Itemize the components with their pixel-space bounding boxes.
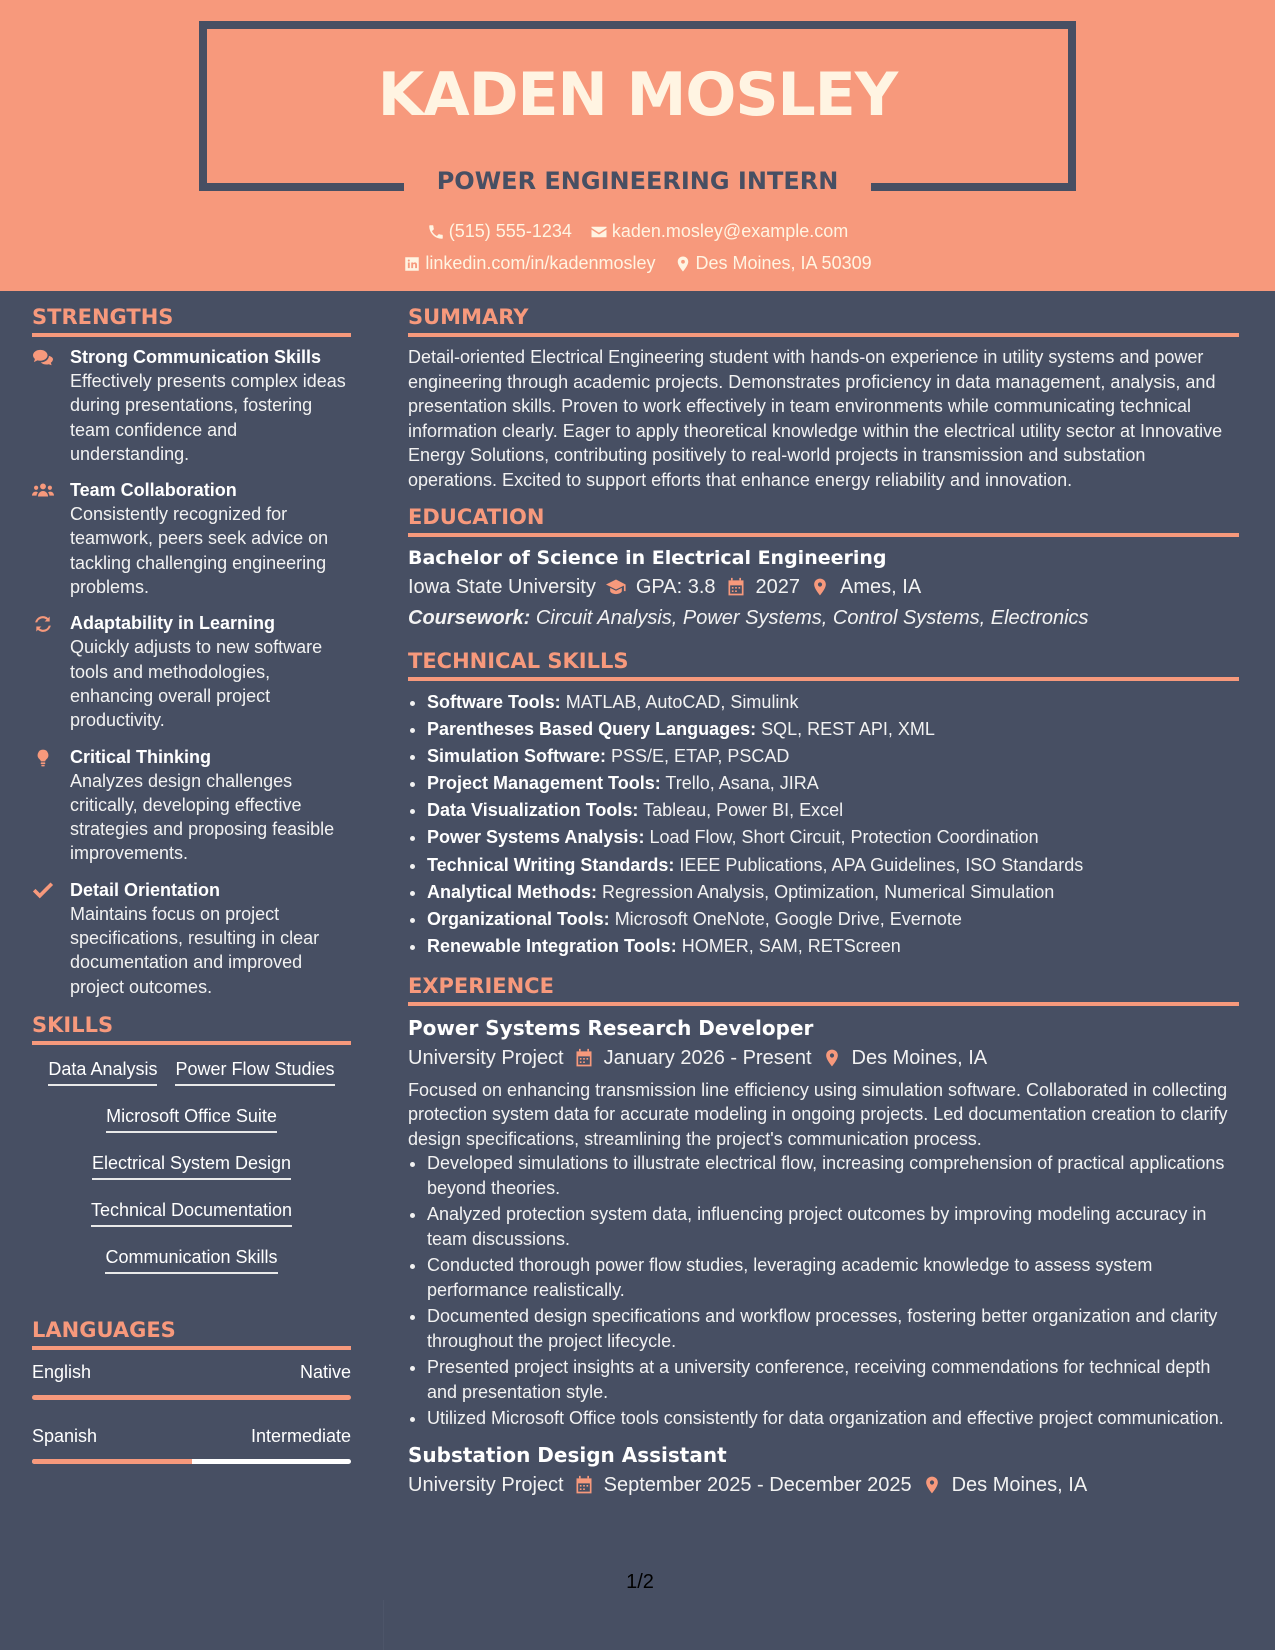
degree-title: Bachelor of Science in Electrical Engineering — [408, 547, 887, 569]
language-item — [32, 1426, 351, 1464]
strengths-heading: STRENGTHS — [32, 305, 351, 337]
left-column — [32, 305, 351, 1490]
list-item: • Data Visualization Tools: Tableau, Power BI, Excel — [427, 797, 1239, 824]
divider — [383, 1600, 384, 1650]
calendar-icon — [574, 1475, 594, 1495]
contact-email[interactable] — [590, 221, 848, 242]
phone-icon — [427, 223, 445, 241]
job-title: Power Systems Research Developer — [408, 1015, 814, 1040]
list-item: • Presented project insights at a university conference, receiving commendations for technical depth and presentation style. — [427, 1355, 1239, 1404]
strength-desc: Consistently recognized for teamwork, peers seek advice on tackling challenging engineering problems. — [70, 504, 329, 598]
job-org: University Project — [408, 1473, 564, 1496]
map-marker-icon — [922, 1475, 942, 1495]
skill-tag: Communication Skills — [105, 1247, 277, 1274]
language-name: English — [32, 1361, 92, 1382]
strength-desc: Analyzes design challenges critically, developing effective strategies and proposing feasible improvements. — [70, 770, 335, 864]
page-number: 1/2 — [626, 1571, 654, 1593]
job-meta — [408, 1042, 1239, 1074]
skill-tag: Data Analysis — [48, 1059, 157, 1086]
language-name: Spanish — [32, 1425, 98, 1446]
job-bullets — [408, 1151, 1239, 1431]
summary-heading: SUMMARY — [408, 305, 1239, 337]
job-meta — [408, 1469, 1239, 1501]
skill-tag: Electrical System Design — [92, 1153, 291, 1180]
users-icon — [32, 481, 54, 501]
strength-item — [32, 478, 351, 599]
job-location: Des Moines, IA — [951, 1473, 1088, 1496]
check-icon — [32, 881, 54, 901]
language-bar — [32, 1395, 351, 1400]
job-description: Focused on enhancing transmission line efficiency using simulation software. Collaborated in collecting protection system data for accurate modeling in ongoing projects. Led documentation creation to clarify design specifications, streamlining the project's communication process. — [408, 1079, 1228, 1149]
sync-icon — [32, 614, 54, 634]
languages-heading: LANGUAGES — [32, 1318, 351, 1350]
language-level: Native — [299, 1361, 351, 1382]
linkedin-icon — [403, 255, 421, 273]
language-bar-fill — [32, 1395, 351, 1400]
calendar-icon — [574, 1048, 594, 1068]
coursework-list: Circuit Analysis, Power Systems, Control Systems, Electronics — [535, 607, 1089, 629]
coursework — [408, 603, 1239, 633]
graduation-year: 2027 — [755, 576, 801, 598]
list-item: • Parentheses Based Query Languages: SQL, REST API, XML — [427, 716, 1239, 743]
list-item: • Simulation Software: PSS/E, ETAP, PSCAD — [427, 743, 1239, 770]
skills-tags — [32, 1053, 351, 1294]
job-dates: January 2026 - Present — [603, 1046, 812, 1069]
list-item: • Analytical Methods: Regression Analysis, Optimization, Numerical Simulation — [427, 879, 1239, 906]
list-item: • Conducted thorough power flow studies, leveraging academic knowledge to assess system performance realistically. — [427, 1253, 1239, 1302]
contact-row-1 — [0, 221, 1275, 242]
comments-icon — [32, 348, 54, 368]
list-item: • Developed simulations to illustrate electrical flow, increasing comprehension of practical applications beyond theories. — [427, 1151, 1239, 1200]
list-item: • Utilized Microsoft Office tools consistently for data organization and effective project communication. — [427, 1406, 1239, 1431]
school-name: Iowa State University — [408, 576, 596, 598]
skill-tag: Microsoft Office Suite — [106, 1106, 277, 1133]
strength-desc: Quickly adjusts to new software tools and methodologies, enhancing overall project productivity. — [70, 637, 323, 731]
experience-heading: EXPERIENCE — [408, 974, 1239, 1006]
graduation-cap-icon — [606, 577, 626, 597]
location-text: Des Moines, IA 50309 — [695, 253, 872, 273]
strength-title: Detail Orientation — [70, 879, 221, 900]
calendar-icon — [726, 577, 746, 597]
list-item: • Analyzed protection system data, influencing project outcomes by improving modeling accuracy in team discussions. — [427, 1202, 1239, 1251]
strength-desc: Maintains focus on project specifications, resulting in clear documentation and improved project outcomes. — [70, 903, 320, 997]
map-marker-icon — [674, 255, 692, 273]
job-entry — [408, 1441, 1239, 1501]
job-org: University Project — [408, 1046, 564, 1069]
contact-location — [674, 253, 872, 274]
list-item: • Documented design specifications and workflow processes, fostering better organization and clarity throughout the project lifecycle. — [427, 1304, 1239, 1353]
lightbulb-icon — [32, 748, 54, 768]
technical-skills-list — [408, 689, 1239, 960]
email-text: kaden.mosley@example.com — [611, 221, 849, 241]
skill-tag: Power Flow Studies — [175, 1059, 334, 1086]
language-bar — [32, 1459, 351, 1464]
right-column — [408, 305, 1239, 1501]
strength-title: Adaptability in Learning — [70, 613, 276, 634]
strength-item — [32, 345, 351, 466]
skills-heading: SKILLS — [32, 1013, 351, 1045]
strength-title: Team Collaboration — [70, 480, 237, 501]
job-entry — [408, 1014, 1239, 1431]
map-marker-icon — [810, 577, 830, 597]
strength-title: Strong Communication Skills — [70, 347, 322, 367]
language-item — [32, 1362, 351, 1400]
candidate-title: POWER ENGINEERING INTERN — [436, 167, 839, 195]
education-heading: EDUCATION — [408, 505, 1239, 537]
candidate-name: KADEN MOSLEY — [377, 60, 898, 130]
strength-item — [32, 611, 351, 732]
envelope-icon — [590, 223, 608, 241]
contact-row-2 — [0, 253, 1275, 274]
linkedin-text: linkedin.com/in/kadenmosley — [425, 253, 656, 273]
education-meta — [408, 571, 1239, 603]
skill-tag: Technical Documentation — [91, 1200, 292, 1227]
coursework-label: Coursework: — [408, 607, 531, 629]
job-title: Substation Design Assistant — [408, 1442, 727, 1467]
header-banner — [0, 0, 1275, 291]
job-location: Des Moines, IA — [851, 1046, 988, 1069]
language-bar-fill — [32, 1459, 192, 1464]
list-item: • Software Tools: MATLAB, AutoCAD, Simulink — [427, 689, 1239, 716]
phone-text: (515) 555-1234 — [448, 221, 572, 241]
contact-linkedin[interactable] — [403, 253, 655, 274]
list-item: • Renewable Integration Tools: HOMER, SAM, RETScreen — [427, 933, 1239, 960]
list-item: • Organizational Tools: Microsoft OneNote, Google Drive, Evernote — [427, 906, 1239, 933]
strength-title: Critical Thinking — [70, 746, 212, 767]
language-level: Intermediate — [250, 1425, 351, 1446]
list-item: • Technical Writing Standards: IEEE Publications, APA Guidelines, ISO Standards — [427, 852, 1239, 879]
school-location: Ames, IA — [840, 576, 922, 598]
contact-phone[interactable] — [427, 221, 572, 242]
strength-item — [32, 878, 351, 999]
strength-item — [32, 745, 351, 866]
gpa: GPA: 3.8 — [635, 576, 716, 598]
summary-text: Detail-oriented Electrical Engineering student with hands-on experience in utility systems and power engineering through academic projects. Demonstrates proficiency in data management, analysis, and presentation skills. Proven to work effectively in team environments while communicating technical information clearly. Eager to apply theoretical knowledge within the electrical utility sector at Innovative Energy Solutions, contributing positively to real-world projects in transmission and substation operations. Excited to support efforts that enhance energy reliability and innovation. — [408, 347, 1223, 490]
list-item: • Project Management Tools: Trello, Asana, JIRA — [427, 770, 1239, 797]
list-item: • Power Systems Analysis: Load Flow, Short Circuit, Protection Coordination — [427, 824, 1239, 851]
map-marker-icon — [822, 1048, 842, 1068]
technical-skills-heading: TECHNICAL SKILLS — [408, 649, 1239, 681]
job-dates: September 2025 - December 2025 — [603, 1473, 912, 1496]
strength-desc: Effectively presents complex ideas during presentations, fostering team confidence and understanding. — [70, 371, 346, 464]
